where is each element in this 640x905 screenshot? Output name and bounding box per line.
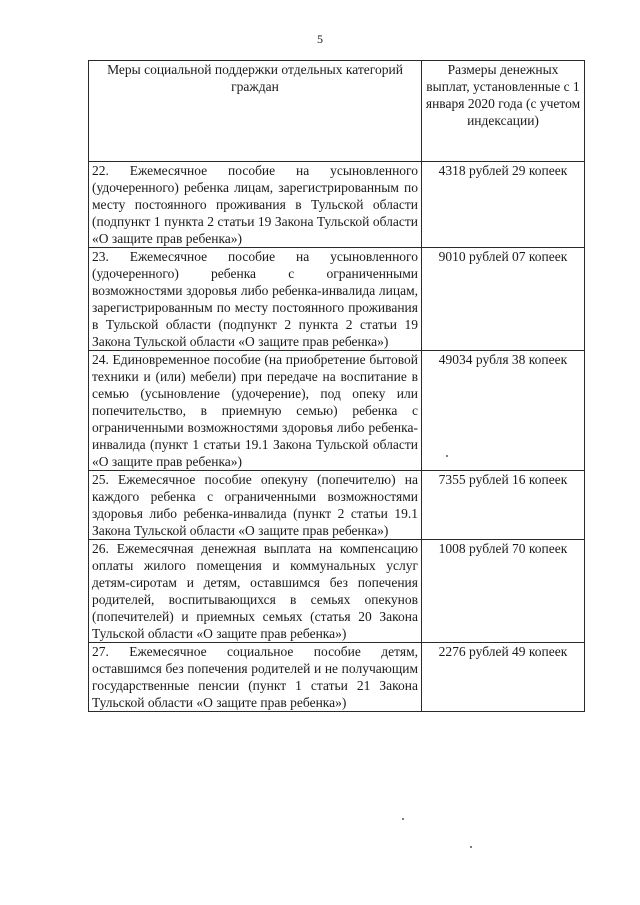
payment-amount: 7355 рублей 16 копеек — [422, 471, 585, 540]
payment-amount: 49034 рубля 38 копеек — [422, 351, 585, 471]
table-row — [89, 471, 585, 540]
measure-description: 22. Ежемесячное пособие на усыновленного (удочеренного) ребенка лицам, зарегистрированным по месту постоянного проживания в Тульской области (подпункт 1 пункта 2 статьи 19 Закона Тульской области «О защите прав ребенка») — [89, 162, 422, 248]
table-row — [89, 643, 585, 712]
table-row — [89, 162, 585, 248]
payment-amount: 1008 рублей 70 копеек — [422, 540, 585, 643]
scan-speck — [446, 455, 448, 457]
scan-speck — [470, 846, 472, 848]
measure-description: 27. Ежемесячное социальное пособие детям, оставшимся без попечения родителей и не получающим государственные пенсии (пункт 1 статьи 21 Закона Тульской области «О защите прав ребенка») — [89, 643, 422, 712]
measure-description: 24. Единовременное пособие (на приобретение бытовой техники и (или) мебели) при передаче на воспитание в семью (усыновление (удочерение), под опеку или попечительство, в приемную семью) ребенка с ограниченными возможностями здоровья либо ребенка-инвалида (пункт 1 статьи 19.1 Закона Тульской области «О защите прав ребенка») — [89, 351, 422, 471]
measure-description: 25. Ежемесячное пособие опекуну (попечителю) на каждого ребенка с ограниченными возможностями здоровья либо ребенка-инвалида (пункт 2 статьи 19.1 Закона Тульской области «О защите прав ребенка») — [89, 471, 422, 540]
table-row — [89, 540, 585, 643]
table-row — [89, 248, 585, 351]
social-support-table — [88, 60, 585, 712]
table-row — [89, 351, 585, 471]
scan-speck — [402, 818, 404, 820]
payment-amount: 2276 рублей 49 копеек — [422, 643, 585, 712]
payment-amount: 4318 рублей 29 копеек — [422, 162, 585, 248]
payment-amount: 9010 рублей 07 копеек — [422, 248, 585, 351]
measure-description: 26. Ежемесячная денежная выплата на компенсацию оплаты жилого помещения и коммунальных услуг детям-сиротам и детям, оставшимся без попечения родителей, воспитывающихся в семьях опекунов (попечителей) и приемных семьях (статья 20 Закона Тульской области «О защите прав ребенка») — [89, 540, 422, 643]
header-amounts: Размеры денежных выплат, установленные с 1 января 2020 года (с учетом индексации) — [422, 61, 585, 162]
measure-description: 23. Ежемесячное пособие на усыновленного (удочеренного) ребенка с ограниченными возможностями здоровья либо ребенка-инвалида лицам, зарегистрированным по месту постоянного проживания в Тульской области (подпункт 2 пункта 2 статьи 19 Закона Тульской области «О защите прав ребенка») — [89, 248, 422, 351]
table-header-row — [89, 61, 585, 162]
page-number: 5 — [317, 32, 323, 46]
header-measures: Меры социальной поддержки отдельных категорий граждан — [89, 61, 422, 162]
